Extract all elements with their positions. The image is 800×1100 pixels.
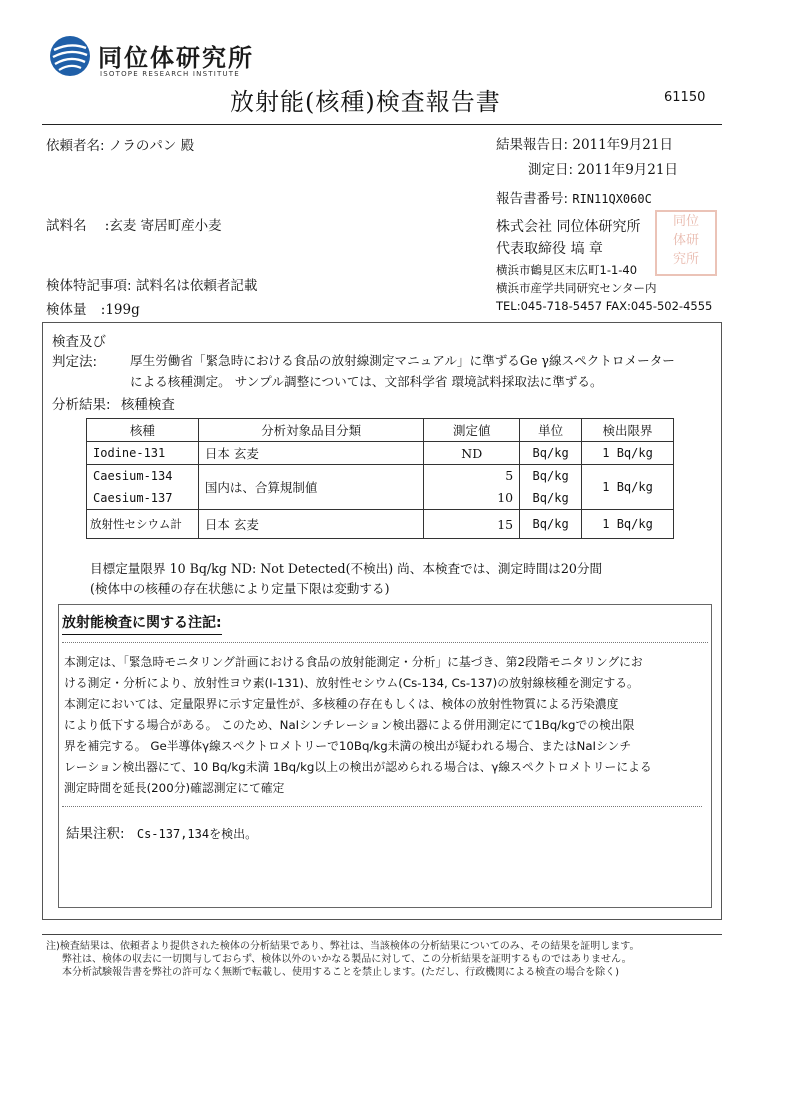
nuclide-cell <box>87 465 199 510</box>
radiation-note-body <box>64 652 652 799</box>
conclusion-value: Cs-137,134を検出。 <box>136 827 258 841</box>
header-nuclide: 核種 <box>87 419 199 442</box>
note-line: 本測定は、「緊急時モニタリング計画における食品の放射能測定・分析」に基づき、第2段階モニタリングにお <box>64 655 643 669</box>
footer-line: 弊社は、検体の収去に一切関与しておらず、検体以外のいかなる製品に対して、この分析結果を証明するものではありません。 <box>62 954 632 965</box>
sample-row <box>46 214 222 234</box>
value-cs134: 5 <box>505 468 514 483</box>
header-value: 測定値 <box>424 419 520 442</box>
report-title: 放射能(核種)検査報告書 <box>230 88 501 116</box>
note-line: 界を補完する。 Ge半導体γ線スペクトロメトリーで10Bq/kg未満の検出が疑われる場合、またはNaIシンチ <box>64 739 632 753</box>
value-cell <box>424 465 520 510</box>
unit-cell: Bq/kg <box>520 442 582 465</box>
report-number: RIN11QX060C <box>572 192 652 206</box>
specimen-notes: 試料名は依頼者記載 <box>135 278 258 294</box>
limit-cell: 1 Bq/kg <box>582 510 674 539</box>
company-tel-fax: TEL:045-718-5457 FAX:045-502-4555 <box>496 299 713 313</box>
method-label-1: 検査及び <box>52 334 106 350</box>
nuclide-cell: Iodine-131 <box>87 442 199 465</box>
sample-label: 試料名 <box>46 218 87 234</box>
analysis-label: 分析結果: <box>52 397 111 413</box>
table-row <box>87 442 674 465</box>
category-cell: 日本 玄麦 <box>198 510 423 539</box>
analysis-row <box>52 393 175 413</box>
header-unit: 単位 <box>520 419 582 442</box>
nuclide-cs134: Caesium-134 <box>93 469 173 483</box>
note-divider-bottom <box>62 806 702 807</box>
nuclide-cs137: Caesium-137 <box>93 491 173 505</box>
table-row <box>87 465 674 510</box>
table-header-row <box>87 419 674 442</box>
specimen-amount-label: 検体量 <box>46 302 87 318</box>
analysis-value: 核種検査 <box>120 397 175 413</box>
document-number: 61150 <box>664 90 706 105</box>
unit-cell: Bq/kg <box>520 510 582 539</box>
client-row <box>46 134 194 154</box>
unit-cs134: Bq/kg <box>532 469 569 483</box>
note-line: により低下する場合がある。 このため、NaIシンチレーション検出器による併用測定にて1Bq/kgでの検出限 <box>64 718 635 732</box>
company-address-1: 横浜市鶴見区末広町1-1-40 <box>496 263 638 277</box>
value-cs137: 10 <box>497 490 514 505</box>
quantification-note-2: (検体中の核種の存在状態により定量下限は変動する) <box>90 581 390 596</box>
limit-cell: 1 Bq/kg <box>582 465 674 510</box>
report-number-label: 報告書番号: <box>496 191 569 207</box>
note-line: レーション検出器にて、10 Bq/kg未満 1Bq/kg以上の検出が認められる場合は、γ線スペクトロメトリーによる <box>64 760 652 774</box>
note-divider-top <box>62 642 708 643</box>
footer-line: 注)検査結果は、依頼者より提供された検体の分析結果であり、弊社は、当該検体の分析結果についてのみ、その結果を証明します。 <box>46 941 640 952</box>
specimen-amount-row <box>46 298 140 318</box>
company-representative: 代表取締役 塙 章 <box>496 241 603 257</box>
results-table <box>86 418 674 539</box>
radiation-note-title: 放射能検査に関する注記: <box>62 612 222 635</box>
client-name: ノラのパン <box>108 138 177 154</box>
sample-name: :玄麦 寄居町産小麦 <box>104 218 222 234</box>
header-divider <box>42 124 722 125</box>
footer-line: 本分析試験報告書を弊社の許可なく無断で転載し、使用することを禁止します。(ただし、行政機関による検査の場合を除く) <box>62 967 620 978</box>
specimen-notes-row <box>46 274 257 294</box>
unit-cell <box>520 465 582 510</box>
measure-date-row <box>528 158 678 178</box>
note-line: ける測定・分析により、放射性ヨウ素(I-131)、放射性セシウム(Cs-134, Cs-137)の放射線核種を測定する。 <box>64 676 639 690</box>
table-row <box>87 510 674 539</box>
header-limit: 検出限界 <box>582 419 674 442</box>
note-line: 本測定においては、定量限界に示す定量性が、多核種の存在もしくは、検体の放射性物質による汚染濃度 <box>64 697 619 711</box>
institute-name: 同位体研究所 <box>98 44 254 72</box>
category-cell: 国内は、合算規制値 <box>198 465 423 510</box>
company-name: 株式会社 同位体研究所 <box>496 219 641 235</box>
client-label: 依頼者名: <box>46 138 105 154</box>
category-cell: 日本 玄麦 <box>198 442 423 465</box>
conclusion-row <box>66 822 257 842</box>
method-text-2: による核種測定。 サンプル調整については、文部科学省 環境試料採取法に準ずる。 <box>130 374 603 389</box>
value-cell: ND <box>424 442 520 465</box>
footer-notes <box>46 940 640 979</box>
specimen-amount: :199g <box>100 302 140 318</box>
header-category: 分析対象品目分類 <box>198 419 423 442</box>
nuclide-cell: 放射性セシウム計 <box>87 510 199 539</box>
footer-divider <box>42 934 722 935</box>
result-date: 2011年9月21日 <box>572 137 673 153</box>
result-date-row <box>496 133 673 153</box>
company-seal-stamp: 同位 体研 究所 <box>655 210 717 276</box>
report-number-row <box>496 187 652 207</box>
company-address-2: 横浜市産学共同研究センター内 <box>496 281 657 295</box>
method-text-1: 厚生労働省「緊急時における食品の放射線測定マニュアル」に準ずるGe γ線スペクトロメーター <box>130 353 675 368</box>
institute-logo-icon <box>48 34 92 78</box>
unit-cs137: Bq/kg <box>532 491 569 505</box>
result-date-label: 結果報告日: <box>496 137 569 153</box>
client-honorific: 殿 <box>180 138 195 154</box>
measure-date-label: 測定日: <box>528 162 574 178</box>
conclusion-label: 結果注釈: <box>66 826 125 842</box>
specimen-notes-label: 検体特記事項: <box>46 278 132 294</box>
limit-cell: 1 Bq/kg <box>582 442 674 465</box>
institute-name-en: ISOTOPE RESEARCH INSTITUTE <box>100 70 240 78</box>
quantification-note-1: 目標定量限界 10 Bq/kg ND: Not Detected(不検出) 尚、本検査では、測定時間は20分間 <box>90 561 603 576</box>
method-label-2: 判定法: <box>52 354 98 370</box>
measure-date: 2011年9月21日 <box>577 162 678 178</box>
value-cell: 15 <box>424 510 520 539</box>
note-line: 測定時間を延長(200分)確認測定にて確定 <box>64 781 285 795</box>
